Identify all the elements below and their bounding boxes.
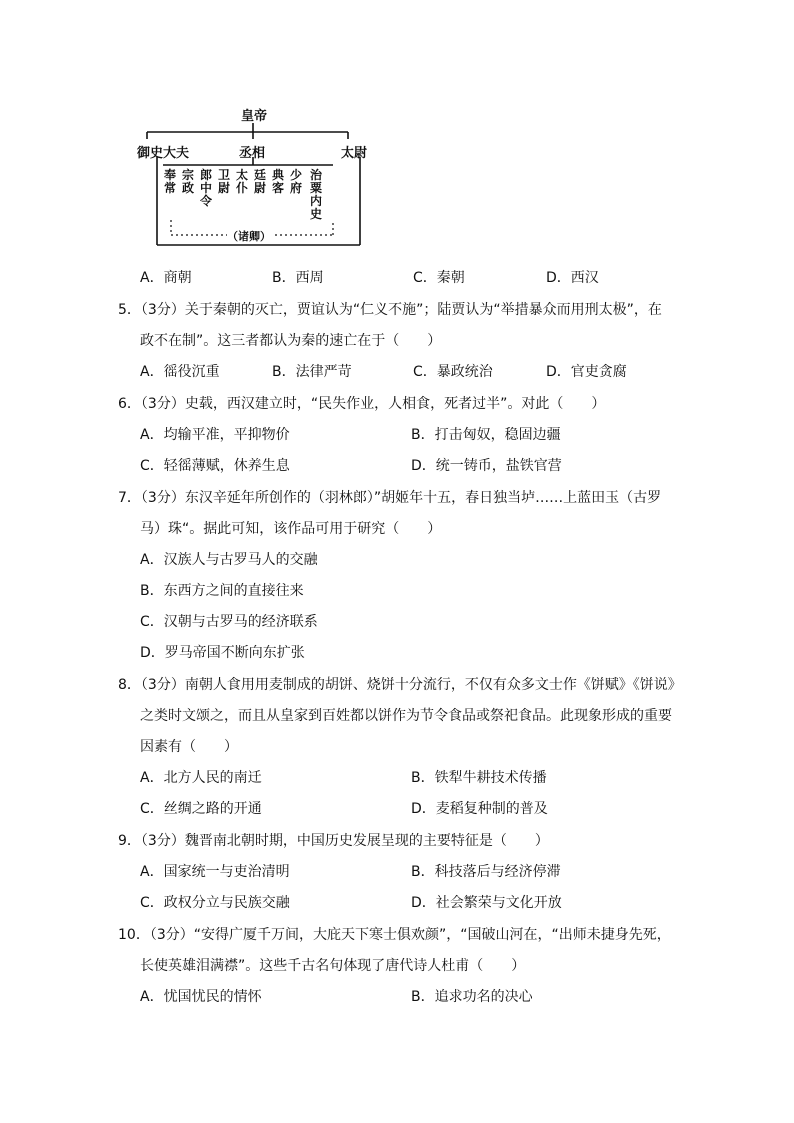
q8-stem-line1: 8．（3分）南朝人食用用麦制成的胡饼、烧饼十分流行，不仅有众多文士作《饼赋》《饼说》: [118, 677, 682, 693]
minister-label: 太 仆: [235, 168, 248, 195]
q6-stem-line1: 6．（3分）史载，西汉建立时，“民失作业，人相食，死者过半”。对此（ ）: [118, 396, 606, 412]
q8-stem-line3: 因素有（ ）: [140, 739, 238, 755]
q7-option-c: C．汉朝与古罗马的经济联系: [140, 614, 318, 630]
q9-option-a: A．国家统一与吏治清明: [140, 864, 290, 880]
q9-option-b: B．科技落后与经济停滞: [411, 864, 561, 880]
minister-label: 宗 政: [181, 168, 194, 195]
q7-option-b: B．东西方之间的直接往来: [140, 583, 304, 599]
commander-label: 太尉: [341, 146, 368, 161]
q8-option-a: A．北方人民的南迁: [140, 770, 262, 786]
q7-stem-line1: 7．（3分）东汉辛延年所创作的（羽林郎）”胡姬年十五，春日独当垆……上蓝田玉（古罗: [118, 490, 662, 506]
q9-option-c: C．政权分立与民族交融: [140, 895, 290, 911]
q8-option-b: B．铁犁牛耕技术传播: [411, 770, 547, 786]
q7-option-d: D．罗马帝国不断向东扩张: [140, 645, 305, 661]
minister-label: 廷 尉: [253, 168, 266, 195]
q9-option-d: D．社会繁荣与文化开放: [411, 895, 562, 911]
q6-option-c: C．轻徭薄赋，休养生息: [140, 458, 290, 474]
chancellor-label: 丞相: [239, 146, 266, 161]
q10-stem-line1: 10．（3分）“安得广厦千万间，大庇天下寒士俱欢颜”，“国破山河在，“出师未捷身先死，: [118, 927, 671, 943]
minister-label: 奉 常: [163, 168, 176, 195]
minister-label: 治 粟 内 史: [309, 168, 322, 221]
q4-option-b: B．西周: [272, 270, 324, 286]
q6-option-a: A．均输平准，平抑物价: [140, 427, 290, 443]
q10-stem-line2: 长使英雄泪满襟”。这些千古名句体现了唐代诗人杜甫（ ）: [140, 958, 526, 974]
government-structure-diagram: [135, 105, 375, 250]
censor-label: 御史大夫: [137, 146, 190, 161]
q5-stem-line1: 5．（3分）关于秦朝的灭亡，贾谊认为“仁义不施”；陆贾认为“举措暴众而用刑太极”，在: [118, 302, 662, 318]
q8-option-d: D．麦稻复种制的普及: [411, 801, 548, 817]
q10-option-b: B．追求功名的决心: [411, 989, 533, 1005]
minister-label: 卫 尉: [217, 168, 230, 195]
q5-option-c: C．暴政统治: [413, 364, 493, 380]
q4-option-a: A．商朝: [140, 270, 192, 286]
minister-label: 典 客: [271, 168, 284, 195]
q5-option-a: A．徭役沉重: [140, 364, 220, 380]
minister-label: 少 府: [289, 168, 302, 195]
q6-option-d: D．统一铸币，盐铁官营: [411, 458, 562, 474]
q8-stem-line2: 之类时文颂之，而且从皇家到百姓都以饼作为节令食品或祭祀食品。此现象形成的重要: [140, 708, 672, 724]
q7-stem-line2: 马）珠“。据此可知，该作品可用于研究（ ）: [140, 521, 442, 537]
q7-option-a: A．汉族人与古罗马人的交融: [140, 552, 318, 568]
q5-option-b: B．法律严苛: [272, 364, 352, 380]
q4-option-c: C．秦朝: [413, 270, 465, 286]
q4-option-d: D．西汉: [546, 270, 599, 286]
emperor-label: 皇帝: [241, 109, 268, 124]
q8-option-c: C．丝绸之路的开通: [140, 801, 262, 817]
q6-option-b: B．打击匈奴，稳固边疆: [411, 427, 561, 443]
ministers-group-label: （诸卿）: [227, 230, 271, 243]
q5-option-d: D．官吏贪腐: [546, 364, 627, 380]
minister-label: 郎 中 令: [199, 168, 212, 208]
q5-stem-line2: 政不在制”。这三者都认为秦的速亡在于（ ）: [140, 333, 442, 349]
q10-option-a: A．忧国忧民的情怀: [140, 989, 262, 1005]
q9-stem-line1: 9．（3分）魏晋南北朝时期，中国历史发展呈现的主要特征是（ ）: [118, 833, 549, 849]
